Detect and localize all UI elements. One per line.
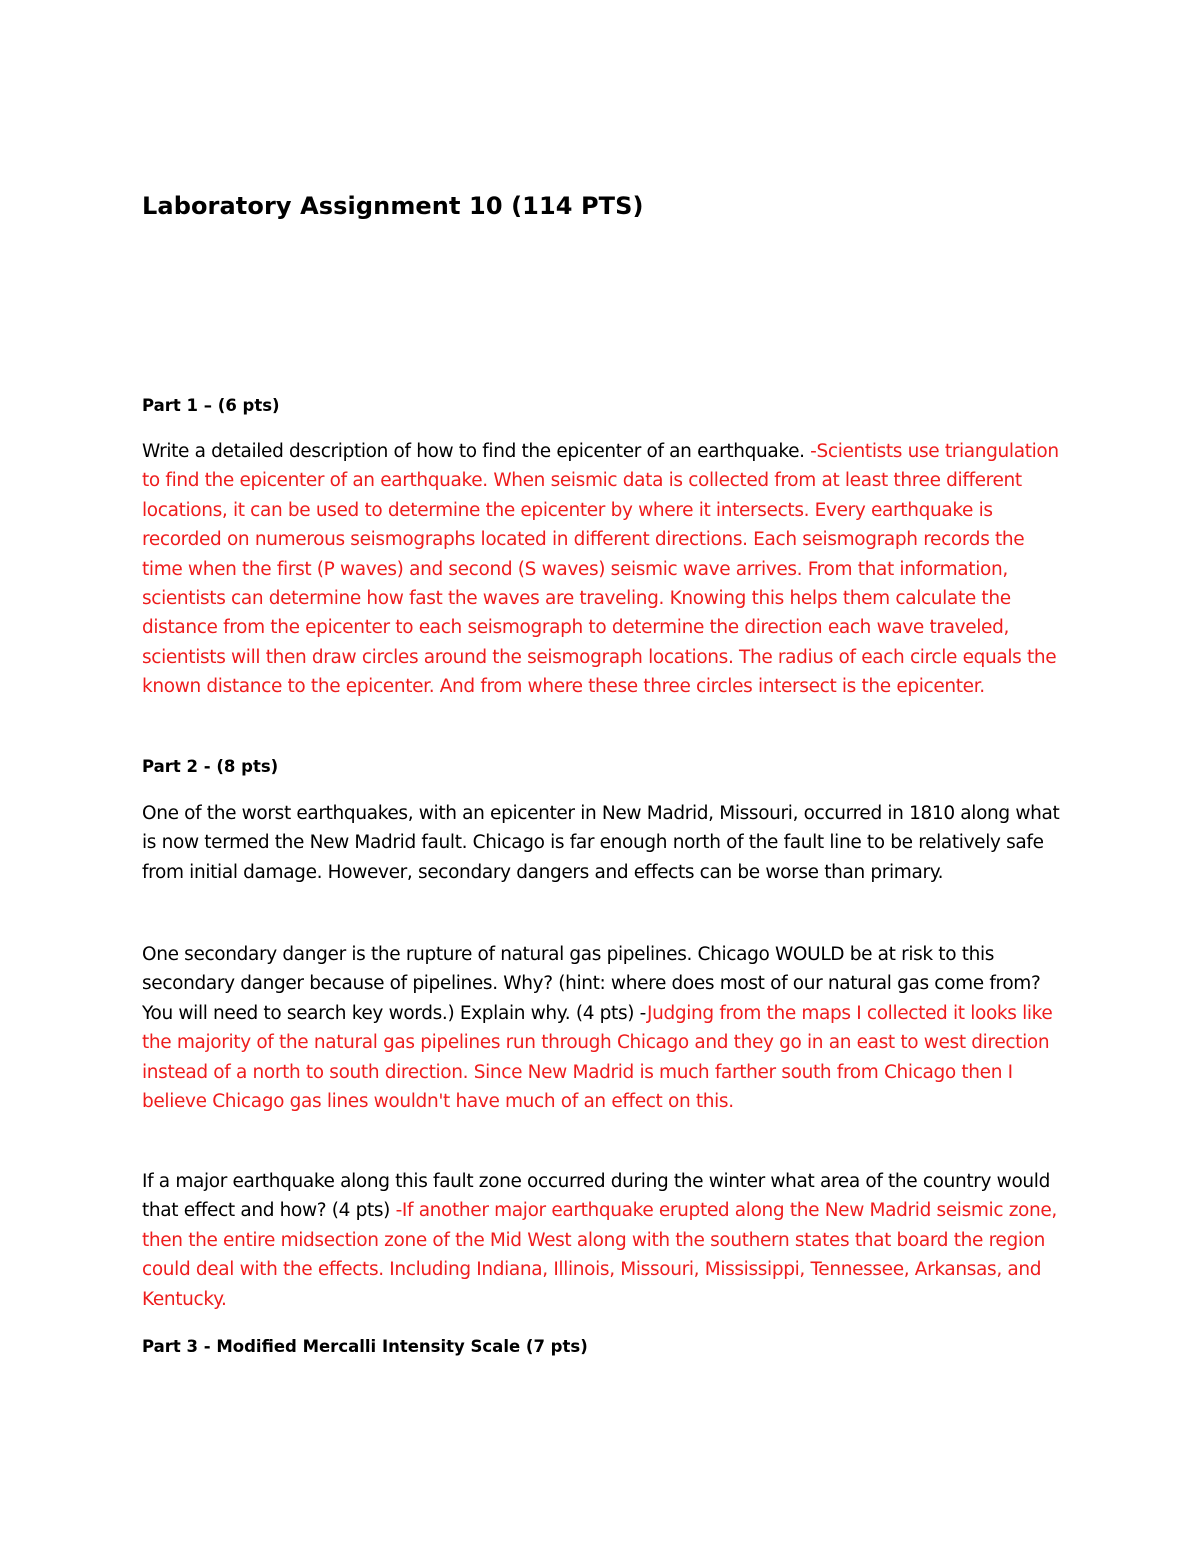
part2-answer1: Judging from the maps I collected it looks like the majority of the natural gas pipelines run through Chicago and they go in an east to west direction instead of a north to south direction. Since New Madrid is much farther south from Chicago then I believe Chicago gas lines wouldn't have much of an effect on this. [142, 1002, 1053, 1113]
part2-question2: If a major earthquake along this fault zone occurred during the winter what area of the country would that effect and how? (4 pts) [142, 1171, 1050, 1222]
part1-question: Write a detailed description of how to find the epicenter of an earthquake. [142, 441, 805, 462]
part2-question1: One secondary danger is the rupture of natural gas pipelines. Chicago WOULD be at risk to this secondary danger because of pipelines. Why? (hint: where does most of our natural gas come from? You will need to search key words.) Explain why. (4 pts) - [142, 944, 1041, 1024]
part2-heading: Part 2 - (8 pts) [142, 757, 279, 776]
part2-answer2: -If another major earthquake erupted along the New Madrid seismic zone, then the entire midsection zone of the Mid West along with the southern states that board the region could deal with the effects. Including Indiana, Illinois, Missouri, Mississippi, Tennessee, Arkansas, and Kentucky. [142, 1200, 1057, 1310]
page-title: Laboratory Assignment 10 (114 PTS) [142, 192, 644, 220]
part1-heading: Part 1 – (6 pts) [142, 396, 280, 415]
part2-question2-paragraph [142, 1167, 1062, 1314]
part2-intro: One of the worst earthquakes, with an epicenter in New Madrid, Missouri, occurred in 1810 along what is now termed the New Madrid fault. Chicago is far enough north of the fault line to be relatively safe from initial damage. However, secondary dangers and effects can be worse than primary. [142, 803, 1060, 883]
part3-heading: Part 3 - Modified Mercalli Intensity Scale (7 pts) [142, 1337, 588, 1356]
part1-paragraph [142, 437, 1062, 702]
part1-answer: -Scientists use triangulation to find the epicenter of an earthquake. When seismic data is collected from at least three different locations, it can be used to determine the epicenter by where it intersects. Every earthquake is recorded on numerous seismographs located in different directions. Each seismograph records the time when the first (P waves) and second (S waves) seismic wave arrives. From that information, scientists can determine how fast the waves are traveling. Knowing this helps them calculate the distance from the epicenter to each seismograph to determine the direction each wave traveled, scientists will then draw circles around the seismograph locations. The radius of each circle equals the known distance to the epicenter. And from where these three circles intersect is the epicenter. [142, 441, 1059, 698]
part2-question1-paragraph [142, 940, 1062, 1116]
